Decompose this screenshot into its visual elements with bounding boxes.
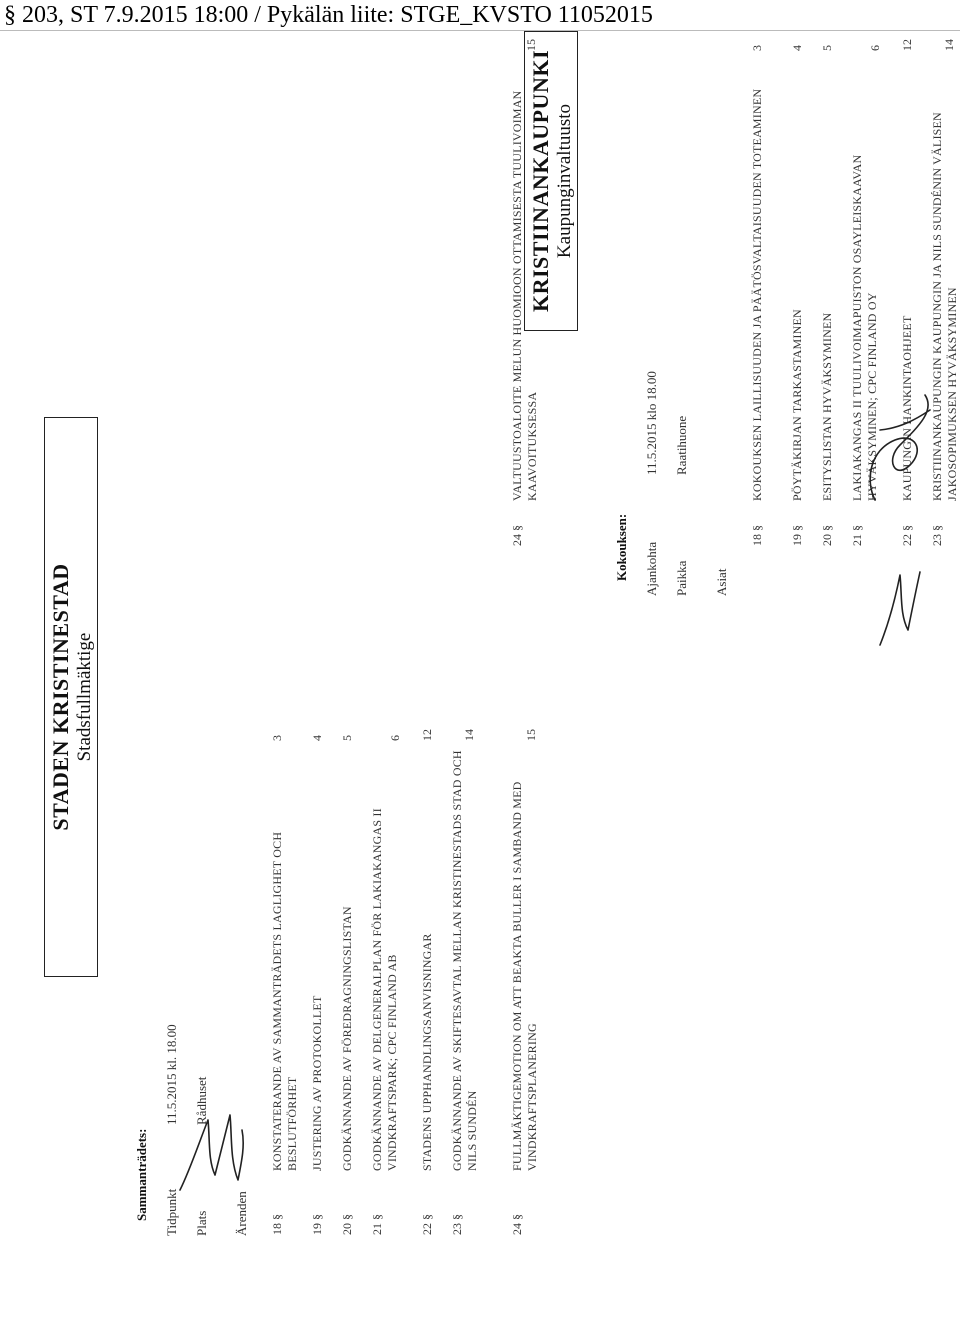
signature-initials-right xyxy=(870,560,930,650)
agenda-item-page: 3 xyxy=(270,735,284,741)
agenda-item-number: 19 § xyxy=(790,525,804,546)
agenda-item-number: 19 § xyxy=(310,1214,324,1235)
finnish-items-label: Asiat xyxy=(714,568,729,596)
swedish-time-label: Tidpunkt xyxy=(164,1188,179,1236)
swedish-meeting-heading: Sammanträdets: xyxy=(134,1128,149,1221)
swedish-header-box xyxy=(44,417,98,977)
agenda-item-number: 22 § xyxy=(420,1214,434,1235)
agenda-item-page: 12 xyxy=(900,39,914,51)
agenda-item-title: JUSTERING AV PROTOKOLLET xyxy=(310,995,324,1171)
swedish-items-label: Ärenden xyxy=(234,1191,249,1236)
agenda-item-title: KAUPUNGIN HANKINTAOHJEET xyxy=(900,315,914,501)
agenda-item-page: 15 xyxy=(524,729,538,741)
agenda-item-title: PÖYTÄKIRJAN TARKASTAMINEN xyxy=(790,309,804,501)
agenda-item-24-strip xyxy=(480,0,960,1341)
agenda-item-page: 14 xyxy=(462,729,476,741)
agenda-item-page: 3 xyxy=(750,45,764,51)
agenda-item-title: LAKIAKANGAS II TUULIVOIMAPUISTON OSAYLEISKAAVAN HYVÄKSYMINEN; CPC FINLAND OY xyxy=(850,154,879,501)
agenda-item-number: 18 § xyxy=(270,1214,284,1235)
agenda-item-title: KOKOUKSEN LAILLISUUDEN JA PÄÄTÖSVALTAISUUDEN TOTEAMINEN xyxy=(750,88,764,501)
agenda-item-number: 23 § xyxy=(930,525,944,546)
agenda-item-page: 6 xyxy=(868,45,882,51)
agenda-item-number: 24 § xyxy=(510,525,524,546)
agenda-item-page: 4 xyxy=(310,735,324,741)
agenda-item-title: FULLMÄKTIGEMOTION OM ATT BEAKTA BULLER I SAMBAND MED VINDKRAFTSPLANERING xyxy=(510,781,539,1171)
signature-initials-left xyxy=(170,1100,250,1200)
agenda-item-title: KRISTIINANKAUPUNGIN KAUPUNGIN JA NILS SUNDÉNIN VÄLISEN JAKOSOPIMUKSEN HYVÄKSYMINEN xyxy=(930,112,959,501)
agenda-item-number: 20 § xyxy=(340,1214,354,1235)
finnish-time-label: Ajankohta xyxy=(644,541,659,596)
agenda-item-page: 6 xyxy=(388,735,402,741)
swedish-header-title: STADEN KRISTINESTAD xyxy=(48,563,73,831)
agenda-item-page: 14 xyxy=(942,39,956,51)
finnish-meeting-heading: Kokouksen: xyxy=(614,513,629,581)
swedish-place-label: Plats xyxy=(194,1210,209,1236)
agenda-item-page: 5 xyxy=(820,45,834,51)
agenda-item-title: KONSTATERANDE AV SAMMANTRÄDETS LAGLIGHET OCH BESLUTFÖRHET xyxy=(270,831,299,1171)
agenda-item-title: GODKÄNNANDE AV DELGENERALPLAN FÖR LAKIAKANGAS II VINDKRAFTSPARK; CPC FINLAND AB xyxy=(370,808,399,1171)
signature-scribble xyxy=(855,390,945,510)
agenda-item-number: 21 § xyxy=(370,1214,384,1235)
swedish-header-subtitle: Stadsfullmäktige xyxy=(74,632,95,762)
agenda-item-page: 5 xyxy=(340,735,354,741)
agenda-item-page: 12 xyxy=(420,729,434,741)
agenda-item-title: STADENS UPPHANDLINGSANVISNINGAR xyxy=(420,933,434,1171)
finnish-header-title: KRISTIINANKAUPUNKI xyxy=(528,49,553,313)
agenda-item-number: 22 § xyxy=(900,525,914,546)
agenda-item-page: 15 xyxy=(524,39,538,51)
finnish-time-value: 11.5.2015 klo 18.00 xyxy=(644,371,659,475)
finnish-place-value: Raatihuone xyxy=(674,415,689,475)
finnish-place-label: Paikka xyxy=(674,560,689,596)
agenda-item-title: VALTUUSTOALOITE MELUN HUOMIOON OTTAMISESTA TUULIVOIMAN KAAVOITUKSESSA xyxy=(510,90,539,501)
agenda-item-title: GODKÄNNANDE AV FÖREDRAGNINGSLISTAN xyxy=(340,906,354,1171)
agenda-item-page: 4 xyxy=(790,45,804,51)
agenda-item-number: 18 § xyxy=(750,525,764,546)
agenda-item-title: ESITYSLISTAN HYVÄKSYMINEN xyxy=(820,312,834,501)
swedish-place-value: Rådhuset xyxy=(194,1076,209,1125)
agenda-item-number: 20 § xyxy=(820,525,834,546)
finnish-header-subtitle: Kaupunginvaltuusto xyxy=(554,103,575,259)
agenda-item-number: 21 § xyxy=(850,525,864,546)
finnish-item-24 xyxy=(510,0,570,1341)
agenda-item-title: GODKÄNNANDE AV SKIFTESAVTAL MELLAN KRISTINESTADS STAD OCH NILS SUNDÉN xyxy=(450,750,479,1171)
agenda-item-number: 23 § xyxy=(450,1214,464,1235)
swedish-time-value: 11.5.2015 kl. 18.00 xyxy=(164,1024,179,1125)
agenda-item-number: 24 § xyxy=(510,1214,524,1235)
caption-text: § 203, ST 7.9.2015 18:00 / Pykälän liite: STGE_KVSTO 11052015 xyxy=(4,2,653,28)
